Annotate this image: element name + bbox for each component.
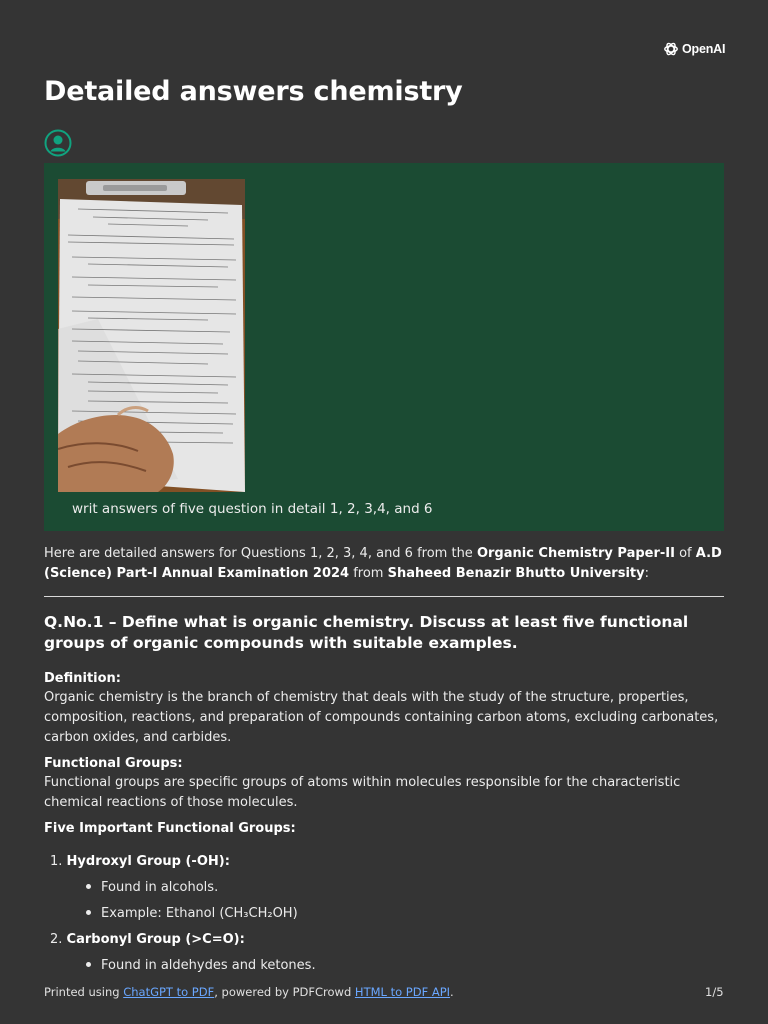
functional-groups-label-text: Functional Groups:: [44, 756, 183, 771]
chatgpt-to-pdf-link[interactable]: ChatGPT to PDF: [123, 985, 215, 999]
five-groups-label-text: Five Important Functional Groups:: [44, 821, 296, 836]
list-number: 1.: [50, 854, 63, 869]
page-title: Detailed answers chemistry: [44, 76, 463, 107]
footer-text-start: Printed using: [44, 985, 124, 999]
definition-label-text: Definition:: [44, 671, 122, 686]
bullet-icon: [86, 910, 91, 915]
list-number: 2.: [50, 932, 63, 947]
exam-paper-image: [58, 179, 245, 492]
list-item: [86, 878, 218, 898]
exam-paper-photo[interactable]: [58, 179, 245, 492]
group-name: Hydroxyl Group (-OH):: [66, 854, 230, 869]
intro-text-end: :: [644, 566, 649, 581]
question-1-heading: Q.No.1 – Define what is organic chemistry. Discuss at least five functional groups of organic compounds with suitable examples.: [44, 613, 689, 652]
brand-name: OpenAI: [682, 42, 726, 56]
functional-groups-text: Functional groups are specific groups of atoms within molecules responsible for the characteristic chemical reactions of those molecules.: [44, 775, 681, 810]
bullet-icon: [86, 962, 91, 967]
list-item: [50, 930, 245, 950]
html-to-pdf-api-link[interactable]: HTML to PDF API: [354, 985, 451, 999]
bullet-text: Found in alcohols.: [101, 880, 219, 895]
exam-name: A.D (Science) Part-I Annual Examination 2024: [44, 546, 722, 581]
openai-logo: [663, 41, 725, 57]
user-avatar-icon: [44, 129, 72, 157]
five-groups-label: [44, 819, 734, 839]
bullet-icon: [86, 884, 91, 889]
paper-name: Organic Chemistry Paper-II: [476, 546, 675, 561]
footer-text-end: .: [450, 985, 454, 999]
intro-text-start: Here are detailed answers for Questions 1, 2, 3, 4, and 6 from the: [44, 546, 477, 561]
list-item: [50, 852, 230, 872]
page-number: 1/5: [705, 985, 724, 999]
openai-icon: [663, 41, 679, 57]
intro-text-of: of: [674, 546, 696, 561]
bullet-text: Example: Ethanol (CH₃CH₂OH): [101, 906, 298, 921]
user-message-text: writ answers of five question in detail 1, 2, 3,4, and 6: [72, 501, 433, 517]
functional-groups-label: [44, 754, 734, 774]
university-name: Shaheed Benazir Bhutto University: [387, 566, 645, 581]
definition-label: [44, 669, 734, 689]
footer-text-mid: , powered by PDFCrowd: [214, 985, 355, 999]
user-message-bubble: [44, 163, 724, 531]
group-name: Carbonyl Group (>C=O):: [66, 932, 245, 947]
list-item: [86, 956, 316, 976]
list-item: [86, 904, 298, 924]
divider: [44, 596, 724, 597]
bullet-text: Found in aldehydes and ketones.: [101, 958, 316, 973]
intro-text-from: from: [349, 566, 388, 581]
definition-text: Organic chemistry is the branch of chemistry that deals with the study of the structure, properties, composition, reactions, and preparation of compounds containing carbon atoms, excluding carbonates, carbon oxides, and carbides.: [44, 690, 719, 745]
footer: [44, 985, 454, 999]
intro-paragraph: [44, 544, 734, 584]
